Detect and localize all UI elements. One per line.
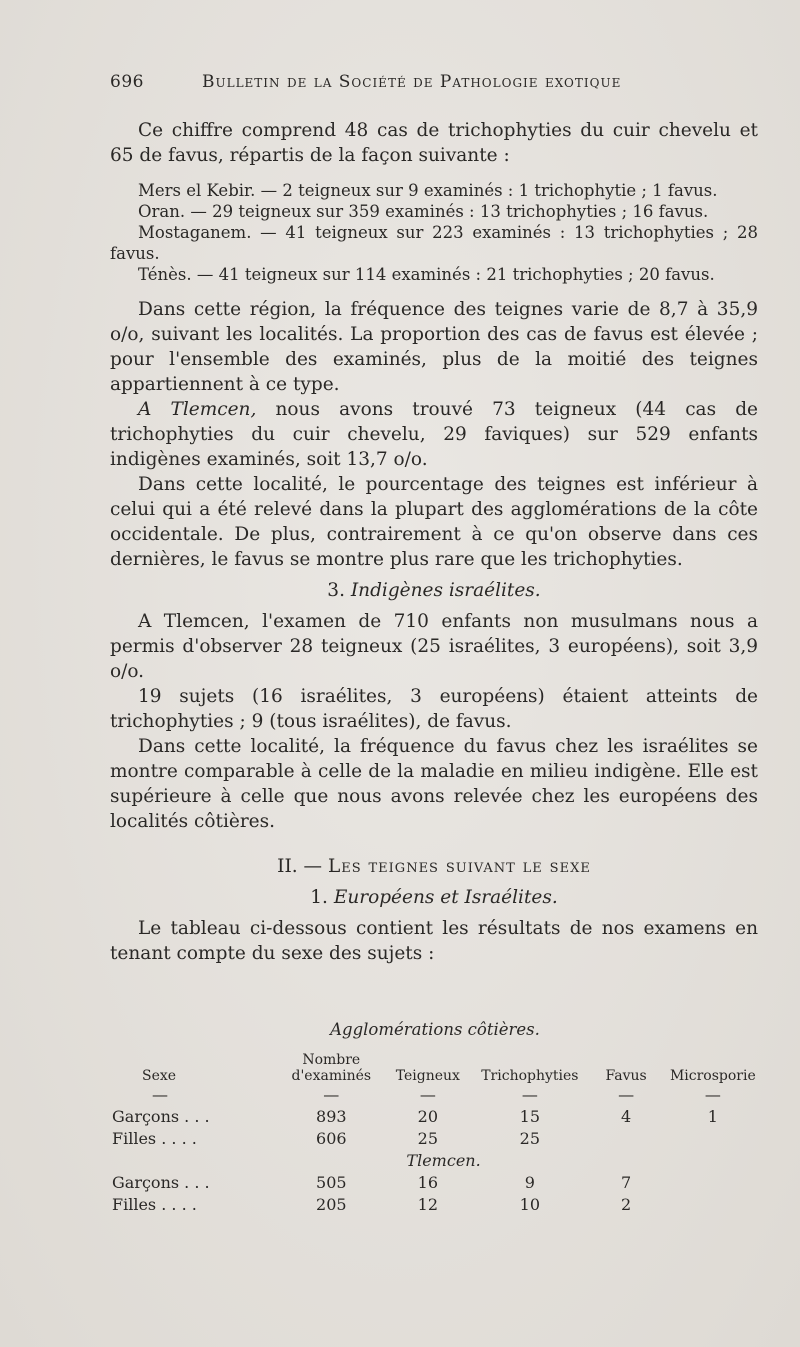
table-cell: 12 xyxy=(417,1195,439,1214)
table-cell: 893 xyxy=(316,1107,347,1126)
dash-row xyxy=(112,1084,762,1106)
section-title: Indigènes israélites. xyxy=(350,580,541,601)
table-cell: Filles . . . . xyxy=(112,1129,197,1148)
table-cell: 20 xyxy=(417,1107,439,1126)
table-cell xyxy=(664,1172,762,1194)
table-cell: 505 xyxy=(316,1173,347,1192)
table-subheader-row xyxy=(112,1150,762,1172)
table-cell: 25 xyxy=(417,1129,439,1148)
paragraph-text: nous avons trouvé 73 teigneux (44 cas de trichophyties du cuir chevelu, 29 faviques) sur 529 enfants indigènes examinés, soit 13,7 o/o. xyxy=(110,399,759,470)
table-cell: 2 xyxy=(620,1195,632,1214)
table-cell: Garçons . . . xyxy=(112,1173,210,1192)
dash: — xyxy=(521,1085,538,1104)
paragraph: A Tlemcen, l'examen de 710 enfants non musulmans nous a permis d'observer 28 teigneux (25 israélites, 3 européens), soit 3,9 o/o. xyxy=(110,611,758,682)
table-row xyxy=(112,1194,762,1216)
data-table xyxy=(112,1052,762,1216)
article-body xyxy=(110,118,758,966)
table-row xyxy=(112,1106,762,1128)
dash: — xyxy=(419,1085,436,1104)
table-subcaption: Tlemcen. xyxy=(406,1151,481,1170)
table-caption: Agglomérations côtières. xyxy=(330,1020,540,1039)
table-cell: 4 xyxy=(620,1107,632,1126)
paragraph xyxy=(110,397,758,472)
subsection-title: Européens et Israélites. xyxy=(333,887,558,908)
subsection-heading xyxy=(110,885,758,910)
page-number: 696 xyxy=(110,72,144,92)
table-cell: 205 xyxy=(316,1195,347,1214)
table-cell: 7 xyxy=(620,1173,632,1192)
column-header: Microsporie xyxy=(669,1068,756,1084)
running-header xyxy=(110,72,752,92)
list-item: Mostaganem. — 41 teigneux sur 223 examinés : 13 trichophyties ; 28 favus. xyxy=(110,223,758,263)
table-cell xyxy=(664,1194,762,1216)
paragraph: Dans cette localité, le pourcentage des teignes est inférieur à celui qui a été relevé dans la plupart des agglomérations de la côte occidentale. De plus, contrairement à ce qu'on observe dans ces dernières, le favus se montre plus rare que les trichophyties. xyxy=(110,474,758,570)
table-cell: 25 xyxy=(519,1129,541,1148)
table-cell: 9 xyxy=(524,1173,535,1192)
paragraph: Le tableau ci-dessous contient les résultats de nos examens en tenant compte du sexe des sujets : xyxy=(110,918,758,964)
paragraph: Dans cette localité, la fréquence du favus chez les israélites se montre comparable à celle de la maladie en milieu indigène. Elle est supérieure à celle que nous avons relevée chez les européens des localités côtières. xyxy=(110,736,758,832)
table-cell xyxy=(664,1128,762,1150)
column-header: Favus xyxy=(605,1068,647,1084)
dash: — xyxy=(152,1085,168,1104)
list-item: Ténès. — 41 teigneux sur 114 examinés : 21 trichophyties ; 20 favus. xyxy=(138,265,715,284)
dash: — xyxy=(323,1085,340,1104)
list-item: Mers el Kebir. — 2 teigneux sur 9 examinés : 1 trichophytie ; 1 favus. xyxy=(138,181,718,200)
dash: — xyxy=(618,1085,635,1104)
table-row xyxy=(112,1172,762,1194)
table-cell xyxy=(588,1128,663,1150)
place-name: A Tlemcen, xyxy=(138,399,257,420)
table-row xyxy=(112,1128,762,1150)
table-cell: 16 xyxy=(417,1173,439,1192)
table-cell: 1 xyxy=(707,1107,718,1126)
paragraph: Dans cette région, la fréquence des teignes varie de 8,7 à 35,9 o/o, suivant les localités. La proportion des cas de favus est élevée ; pour l'ensemble des examinés, plus de la moitié des teignes appartiennent à ce type. xyxy=(110,299,758,395)
column-header: Trichophyties xyxy=(481,1068,579,1084)
section-number: II. — xyxy=(277,856,323,877)
table-header-row xyxy=(112,1052,762,1084)
section-number: 3. xyxy=(327,580,345,601)
dash: — xyxy=(704,1085,721,1104)
column-header: Nombre d'examinés xyxy=(291,1052,372,1084)
table-cell: Garçons . . . xyxy=(112,1107,210,1126)
column-header: Teigneux xyxy=(395,1068,460,1084)
table-cell: 10 xyxy=(519,1195,541,1214)
table-cell: 15 xyxy=(519,1107,541,1126)
paragraph: 19 sujets (16 israélites, 3 européens) étaient atteints de trichophyties ; 9 (tous israélites), de favus. xyxy=(110,686,758,732)
section-title: Les teignes suivant le sexe xyxy=(327,856,591,877)
paragraph: Ce chiffre comprend 48 cas de trichophyties du cuir chevelu et 65 de favus, répartis de la façon suivante : xyxy=(110,120,758,166)
table-cell: 606 xyxy=(316,1129,347,1148)
table-cell: Filles . . . . xyxy=(112,1195,197,1214)
section-heading xyxy=(110,578,758,603)
subsection-number: 1. xyxy=(310,887,328,908)
section-heading xyxy=(110,854,758,879)
journal-title: Bulletin de la Société de Pathologie exotique xyxy=(202,72,622,92)
column-header: Sexe xyxy=(142,1068,177,1084)
list-item: Oran. — 29 teigneux sur 359 examinés : 13 trichophyties ; 16 favus. xyxy=(138,202,709,221)
